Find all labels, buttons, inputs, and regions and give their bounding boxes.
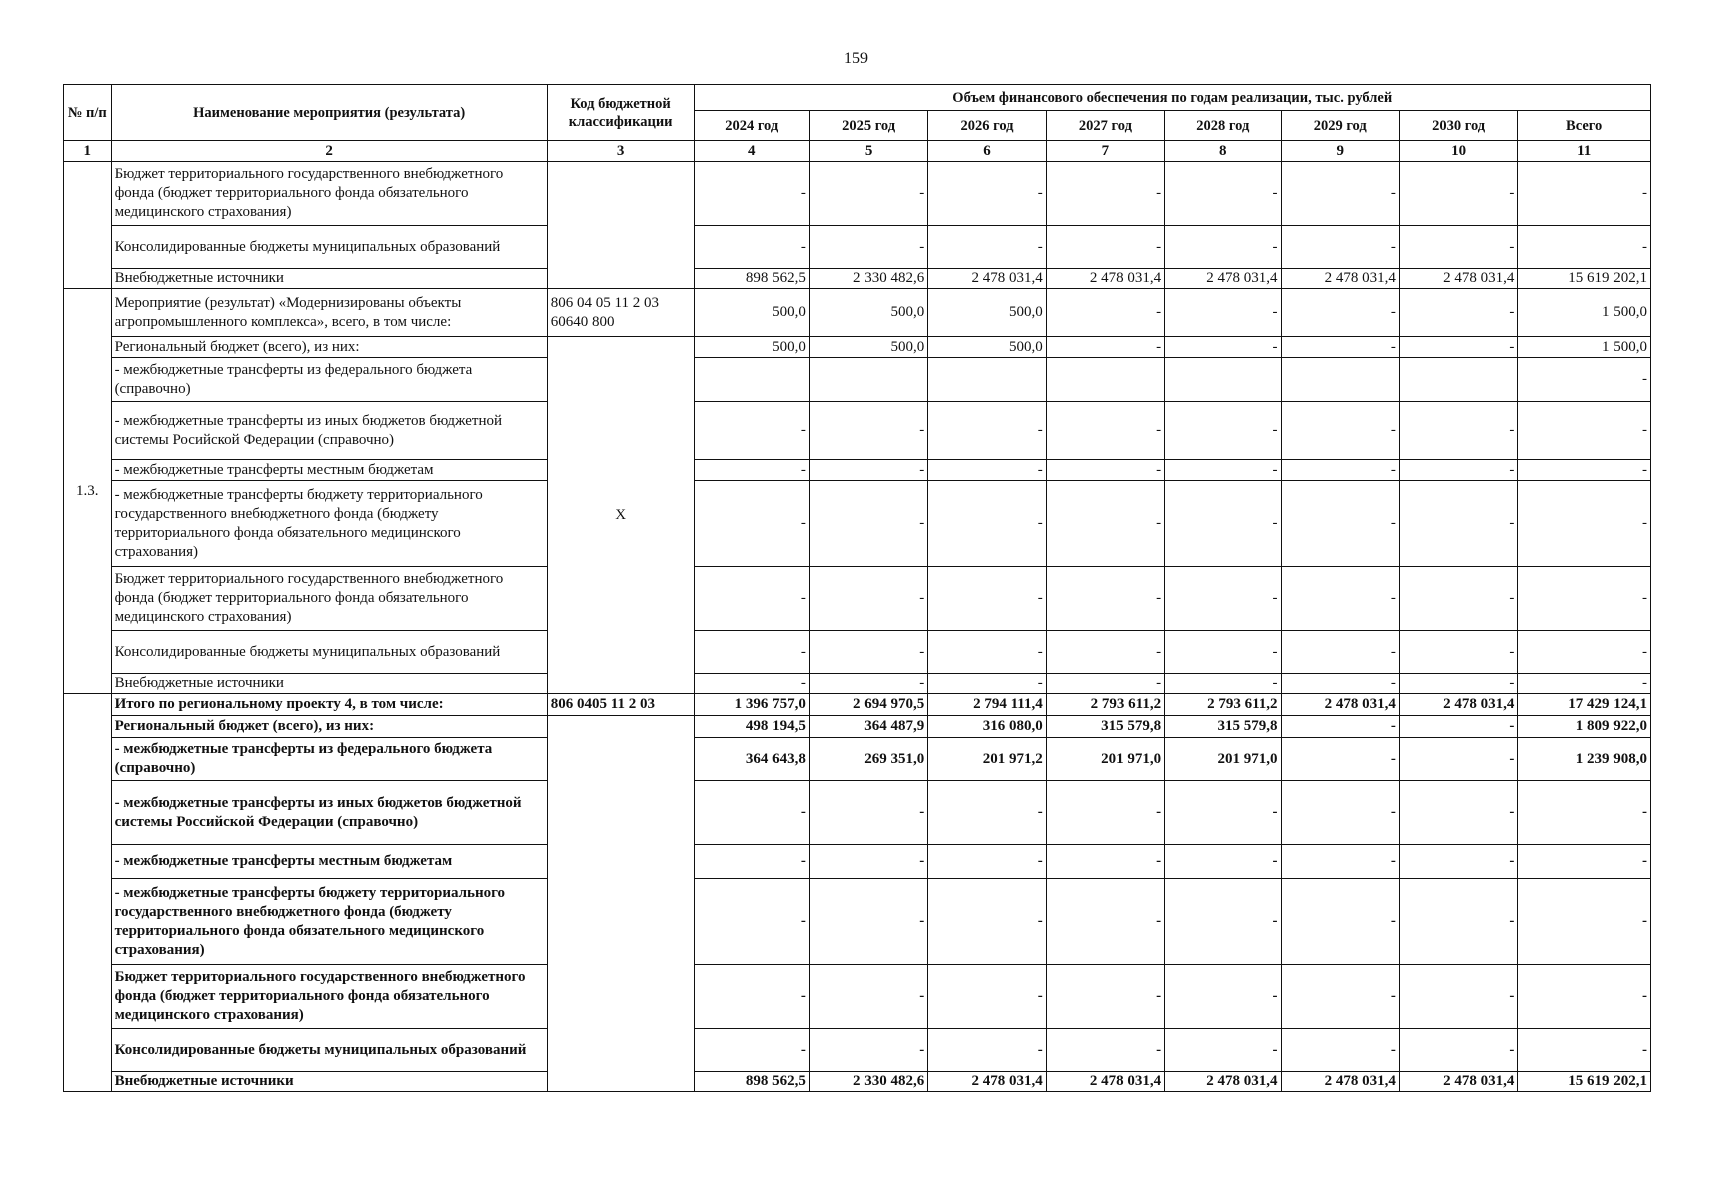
row-name: - межбюджетные трансферты из федерального бюджета (справочно): [111, 738, 547, 781]
year-value-cell: -: [1165, 781, 1281, 845]
year-value-cell: 898 562,5: [694, 269, 809, 289]
code-cell: [547, 162, 694, 289]
row-number-cell: [64, 694, 112, 1092]
header-year: 2026 год: [928, 111, 1046, 141]
year-value-cell: -: [928, 162, 1046, 226]
total-value-cell: -: [1518, 567, 1651, 631]
column-number: 4: [694, 141, 809, 162]
year-value-cell: 2 478 031,4: [1046, 269, 1164, 289]
year-value-cell: -: [809, 674, 927, 694]
year-value-cell: -: [1165, 289, 1281, 337]
year-value-cell: -: [1165, 567, 1281, 631]
table-row: [64, 694, 1651, 716]
year-value-cell: -: [1281, 226, 1399, 269]
year-value-cell: -: [809, 226, 927, 269]
total-value-cell: -: [1518, 402, 1651, 460]
year-value-cell: -: [1046, 879, 1164, 965]
year-value-cell: -: [809, 781, 927, 845]
row-name: Региональный бюджет (всего), из них:: [111, 716, 547, 738]
year-value-cell: -: [928, 567, 1046, 631]
header-year: 2024 год: [694, 111, 809, 141]
column-numbers-row: [64, 141, 1651, 162]
year-value-cell: 500,0: [809, 337, 927, 358]
total-value-cell: -: [1518, 162, 1651, 226]
year-value-cell: -: [809, 879, 927, 965]
year-value-cell: -: [1399, 481, 1517, 567]
column-number: 9: [1281, 141, 1399, 162]
row-name: Итого по региональному проекту 4, в том числе:: [111, 694, 547, 716]
year-value-cell: -: [1281, 716, 1399, 738]
table-row: [64, 781, 1651, 845]
year-value-cell: 201 971,2: [928, 738, 1046, 781]
total-value-cell: -: [1518, 674, 1651, 694]
year-value-cell: -: [1165, 965, 1281, 1029]
year-value-cell: -: [1399, 845, 1517, 879]
total-value-cell: -: [1518, 879, 1651, 965]
year-value-cell: -: [809, 845, 927, 879]
row-name: Бюджет территориального государственного внебюджетного фонда (бюджет территориального фонда обязательного медицинского страхования): [111, 162, 547, 226]
year-value-cell: 2 794 111,4: [928, 694, 1046, 716]
table-row: [64, 226, 1651, 269]
row-number-cell: [64, 162, 112, 289]
year-value-cell: -: [928, 460, 1046, 481]
year-value-cell: -: [1165, 674, 1281, 694]
year-value-cell: [1281, 358, 1399, 402]
year-value-cell: -: [1399, 289, 1517, 337]
code-cell: [547, 716, 694, 1092]
header-year: 2027 год: [1046, 111, 1164, 141]
table-row: [64, 358, 1651, 402]
year-value-cell: [1399, 358, 1517, 402]
table-row: [64, 738, 1651, 781]
year-value-cell: -: [1399, 402, 1517, 460]
row-name: Консолидированные бюджеты муниципальных образований: [111, 631, 547, 674]
year-value-cell: -: [1399, 674, 1517, 694]
year-value-cell: -: [1046, 402, 1164, 460]
column-number: 6: [928, 141, 1046, 162]
total-value-cell: 1 500,0: [1518, 289, 1651, 337]
header-volume: Объем финансового обеспечения по годам реализации, тыс. рублей: [694, 85, 1650, 111]
year-value-cell: -: [1165, 402, 1281, 460]
year-value-cell: -: [1399, 567, 1517, 631]
table-row: [64, 481, 1651, 567]
year-value-cell: -: [1281, 460, 1399, 481]
year-value-cell: -: [694, 965, 809, 1029]
header-no: № п/п: [64, 85, 112, 141]
year-value-cell: -: [1399, 631, 1517, 674]
year-value-cell: -: [1281, 481, 1399, 567]
table-row: [64, 1029, 1651, 1072]
row-name: Внебюджетные источники: [111, 674, 547, 694]
year-value-cell: -: [1165, 460, 1281, 481]
year-value-cell: 2 478 031,4: [928, 269, 1046, 289]
row-name: Региональный бюджет (всего), из них:: [111, 337, 547, 358]
table-row: [64, 460, 1651, 481]
x-mark: X: [547, 337, 694, 694]
year-value-cell: -: [1281, 781, 1399, 845]
column-number: 11: [1518, 141, 1651, 162]
header-name: Наименование мероприятия (результата): [111, 85, 547, 141]
year-value-cell: 364 643,8: [694, 738, 809, 781]
year-value-cell: -: [1281, 402, 1399, 460]
budget-code: 806 04 05 11 2 03 60640 800: [547, 289, 694, 337]
year-value-cell: -: [694, 567, 809, 631]
year-value-cell: -: [1399, 738, 1517, 781]
header-code: Код бюджетной классификации: [547, 85, 694, 141]
year-value-cell: -: [1046, 162, 1164, 226]
year-value-cell: -: [694, 402, 809, 460]
year-value-cell: 500,0: [928, 289, 1046, 337]
row-name: - межбюджетные трансферты бюджету территориального государственного внебюджетного фонда (бюджету территориального фонда обязательного медицинского страхования): [111, 481, 547, 567]
year-value-cell: -: [928, 674, 1046, 694]
year-value-cell: 364 487,9: [809, 716, 927, 738]
year-value-cell: -: [694, 481, 809, 567]
year-value-cell: 2 478 031,4: [1165, 269, 1281, 289]
year-value-cell: 2 330 482,6: [809, 1072, 927, 1092]
year-value-cell: -: [1281, 1029, 1399, 1072]
total-value-cell: -: [1518, 845, 1651, 879]
header-year: 2025 год: [809, 111, 927, 141]
total-value-cell: -: [1518, 460, 1651, 481]
year-value-cell: 1 396 757,0: [694, 694, 809, 716]
row-name: Внебюджетные источники: [111, 269, 547, 289]
year-value-cell: 500,0: [809, 289, 927, 337]
total-value-cell: -: [1518, 965, 1651, 1029]
column-number: 2: [111, 141, 547, 162]
budget-code: 806 0405 11 2 03: [547, 694, 694, 716]
year-value-cell: -: [1399, 1029, 1517, 1072]
year-value-cell: -: [1046, 674, 1164, 694]
total-value-cell: -: [1518, 481, 1651, 567]
year-value-cell: -: [1399, 162, 1517, 226]
year-value-cell: -: [928, 879, 1046, 965]
year-value-cell: -: [1281, 337, 1399, 358]
page-number: 159: [844, 50, 868, 67]
year-value-cell: -: [1165, 1029, 1281, 1072]
row-name: Внебюджетные источники: [111, 1072, 547, 1092]
header-year: 2028 год: [1165, 111, 1281, 141]
year-value-cell: -: [1281, 289, 1399, 337]
table-row: [64, 402, 1651, 460]
year-value-cell: 316 080,0: [928, 716, 1046, 738]
year-value-cell: -: [1281, 879, 1399, 965]
year-value-cell: -: [1046, 289, 1164, 337]
year-value-cell: 2 478 031,4: [1281, 269, 1399, 289]
year-value-cell: -: [1399, 781, 1517, 845]
row-name: Бюджет территориального государственного внебюджетного фонда (бюджет территориального фонда обязательного медицинского страхования): [111, 965, 547, 1029]
year-value-cell: 500,0: [694, 289, 809, 337]
year-value-cell: -: [1046, 337, 1164, 358]
year-value-cell: -: [928, 226, 1046, 269]
year-value-cell: -: [809, 460, 927, 481]
total-value-cell: -: [1518, 226, 1651, 269]
year-value-cell: [1165, 358, 1281, 402]
year-value-cell: -: [694, 1029, 809, 1072]
year-value-cell: -: [1046, 460, 1164, 481]
row-name: - межбюджетные трансферты местным бюджетам: [111, 460, 547, 481]
year-value-cell: -: [1281, 965, 1399, 1029]
year-value-cell: -: [1165, 879, 1281, 965]
year-value-cell: -: [928, 965, 1046, 1029]
year-value-cell: -: [694, 879, 809, 965]
year-value-cell: -: [928, 781, 1046, 845]
year-value-cell: -: [1399, 226, 1517, 269]
year-value-cell: 2 793 611,2: [1046, 694, 1164, 716]
year-value-cell: -: [809, 1029, 927, 1072]
header-year: 2029 год: [1281, 111, 1399, 141]
row-name: - межбюджетные трансферты бюджету территориального государственного внебюджетного фонда (бюджету территориального фонда обязательного медицинского страхования): [111, 879, 547, 965]
year-value-cell: -: [1046, 226, 1164, 269]
year-value-cell: -: [694, 781, 809, 845]
total-value-cell: 1 809 922,0: [1518, 716, 1651, 738]
total-value-cell: -: [1518, 1029, 1651, 1072]
year-value-cell: -: [1046, 481, 1164, 567]
row-name: Мероприятие (результат) «Модернизированы объекты агропромышленного комплекса», всего, в том числе:: [111, 289, 547, 337]
total-value-cell: -: [1518, 631, 1651, 674]
year-value-cell: -: [1281, 567, 1399, 631]
total-value-cell: -: [1518, 358, 1651, 402]
year-value-cell: 2 694 970,5: [809, 694, 927, 716]
table-row: [64, 965, 1651, 1029]
year-value-cell: 2 793 611,2: [1165, 694, 1281, 716]
year-value-cell: -: [1046, 965, 1164, 1029]
row-name: Консолидированные бюджеты муниципальных образований: [111, 226, 547, 269]
year-value-cell: -: [694, 162, 809, 226]
year-value-cell: -: [1046, 567, 1164, 631]
year-value-cell: -: [1165, 162, 1281, 226]
year-value-cell: -: [928, 631, 1046, 674]
year-value-cell: -: [928, 402, 1046, 460]
year-value-cell: -: [928, 1029, 1046, 1072]
total-value-cell: -: [1518, 781, 1651, 845]
year-value-cell: -: [694, 631, 809, 674]
year-value-cell: 500,0: [928, 337, 1046, 358]
table-row: [64, 337, 1651, 358]
year-value-cell: 2 478 031,4: [1399, 694, 1517, 716]
year-value-cell: -: [1281, 738, 1399, 781]
column-number: 3: [547, 141, 694, 162]
year-value-cell: -: [1399, 965, 1517, 1029]
column-number: 5: [809, 141, 927, 162]
column-number: 7: [1046, 141, 1164, 162]
table-header: [64, 85, 1651, 162]
year-value-cell: -: [809, 567, 927, 631]
year-value-cell: 2 478 031,4: [928, 1072, 1046, 1092]
year-value-cell: -: [1399, 337, 1517, 358]
year-value-cell: -: [1281, 674, 1399, 694]
total-value-cell: 1 500,0: [1518, 337, 1651, 358]
year-value-cell: -: [809, 481, 927, 567]
total-value-cell: 17 429 124,1: [1518, 694, 1651, 716]
total-value-cell: 15 619 202,1: [1518, 269, 1651, 289]
year-value-cell: -: [1165, 337, 1281, 358]
year-value-cell: -: [1046, 1029, 1164, 1072]
table-row: [64, 567, 1651, 631]
header-year: 2030 год: [1399, 111, 1517, 141]
year-value-cell: -: [1165, 631, 1281, 674]
financing-table: [63, 84, 1651, 1092]
year-value-cell: [809, 358, 927, 402]
row-name: Консолидированные бюджеты муниципальных образований: [111, 1029, 547, 1072]
table-body: [64, 162, 1651, 1092]
table-row: [64, 716, 1651, 738]
year-value-cell: 315 579,8: [1046, 716, 1164, 738]
year-value-cell: -: [694, 845, 809, 879]
year-value-cell: -: [694, 674, 809, 694]
year-value-cell: [694, 358, 809, 402]
year-value-cell: -: [809, 965, 927, 1029]
year-value-cell: -: [1046, 845, 1164, 879]
table-row: [64, 674, 1651, 694]
year-value-cell: 315 579,8: [1165, 716, 1281, 738]
total-value-cell: 15 619 202,1: [1518, 1072, 1651, 1092]
year-value-cell: -: [1281, 845, 1399, 879]
year-value-cell: -: [1399, 879, 1517, 965]
year-value-cell: -: [1281, 631, 1399, 674]
year-value-cell: -: [694, 460, 809, 481]
table-row: [64, 879, 1651, 965]
year-value-cell: 201 971,0: [1046, 738, 1164, 781]
row-name: - межбюджетные трансферты из иных бюджетов бюджетной системы Росийской Федерации (справочно): [111, 402, 547, 460]
table-row: [64, 269, 1651, 289]
year-value-cell: 898 562,5: [694, 1072, 809, 1092]
year-value-cell: [1046, 358, 1164, 402]
column-number: 10: [1399, 141, 1517, 162]
table-row: [64, 289, 1651, 337]
year-value-cell: -: [1046, 631, 1164, 674]
year-value-cell: -: [809, 402, 927, 460]
year-value-cell: 2 478 031,4: [1281, 1072, 1399, 1092]
year-value-cell: -: [1281, 162, 1399, 226]
table-row: [64, 631, 1651, 674]
year-value-cell: 269 351,0: [809, 738, 927, 781]
year-value-cell: 2 478 031,4: [1399, 269, 1517, 289]
year-value-cell: 201 971,0: [1165, 738, 1281, 781]
year-value-cell: -: [1046, 781, 1164, 845]
table-row: [64, 845, 1651, 879]
year-value-cell: -: [928, 845, 1046, 879]
column-number: 8: [1165, 141, 1281, 162]
year-value-cell: -: [694, 226, 809, 269]
column-number: 1: [64, 141, 112, 162]
table-row: [64, 162, 1651, 226]
header-total: Всего: [1518, 111, 1651, 141]
year-value-cell: 498 194,5: [694, 716, 809, 738]
year-value-cell: -: [1165, 845, 1281, 879]
row-name: - межбюджетные трансферты из федерального бюджета (справочно): [111, 358, 547, 402]
year-value-cell: 2 330 482,6: [809, 269, 927, 289]
year-value-cell: -: [1165, 481, 1281, 567]
row-number-cell: 1.3.: [64, 289, 112, 694]
year-value-cell: 2 478 031,4: [1281, 694, 1399, 716]
table-row: [64, 1072, 1651, 1092]
total-value-cell: 1 239 908,0: [1518, 738, 1651, 781]
year-value-cell: -: [1399, 716, 1517, 738]
year-value-cell: 2 478 031,4: [1399, 1072, 1517, 1092]
year-value-cell: -: [809, 162, 927, 226]
year-value-cell: [928, 358, 1046, 402]
year-value-cell: 500,0: [694, 337, 809, 358]
year-value-cell: -: [809, 631, 927, 674]
row-name: - межбюджетные трансферты местным бюджетам: [111, 845, 547, 879]
year-value-cell: 2 478 031,4: [1165, 1072, 1281, 1092]
year-value-cell: 2 478 031,4: [1046, 1072, 1164, 1092]
row-name: Бюджет территориального государственного внебюджетного фонда (бюджет территориального фонда обязательного медицинского страхования): [111, 567, 547, 631]
year-value-cell: -: [1165, 226, 1281, 269]
row-name: - межбюджетные трансферты из иных бюджетов бюджетной системы Российской Федерации (справочно): [111, 781, 547, 845]
year-value-cell: -: [1399, 460, 1517, 481]
year-value-cell: -: [928, 481, 1046, 567]
